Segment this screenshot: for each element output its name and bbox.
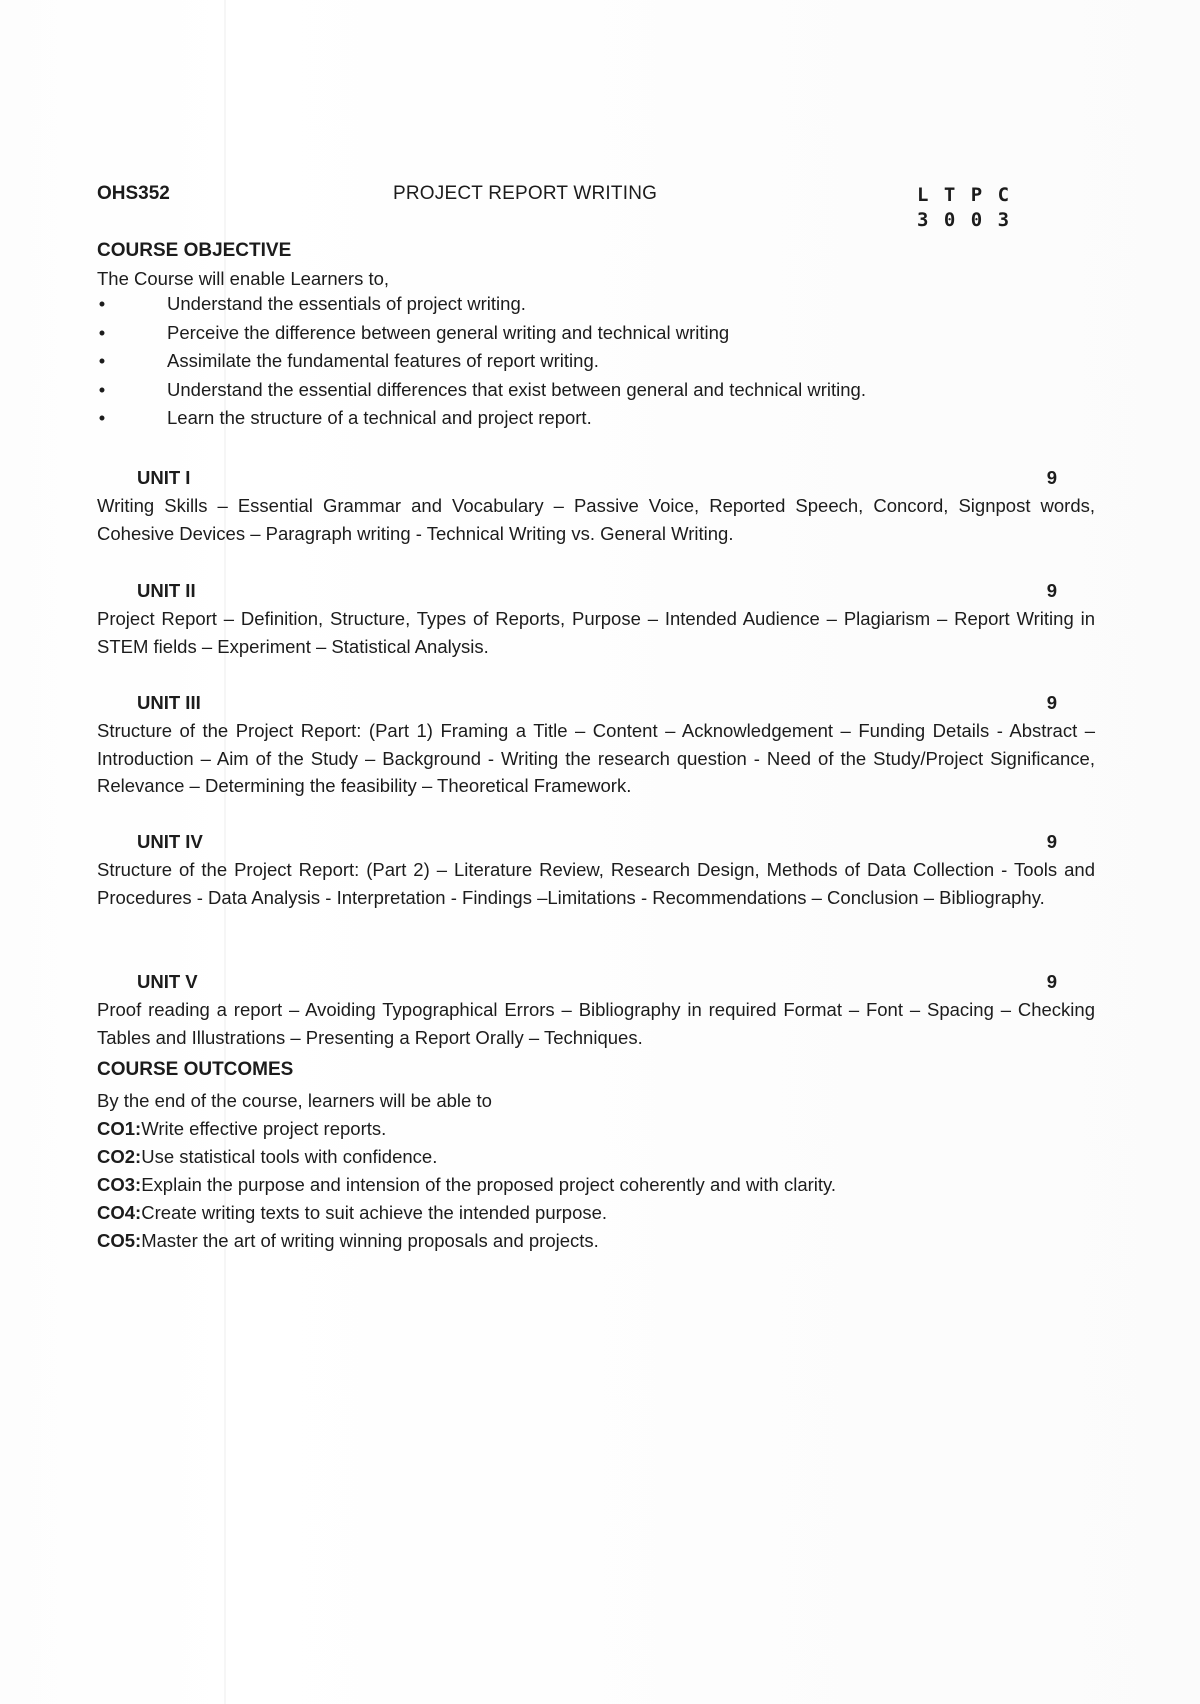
outcomes-heading: COURSE OUTCOMES <box>97 1059 294 1080</box>
outcomes-list <box>97 1087 836 1255</box>
unit-hours: 9 <box>1046 692 1057 713</box>
unit-2-content: Project Report – Definition, Structure, Types of Reports, Purpose – Intended Audience – Plagiarism – Report Writing in STEM fields – Experiment – Statistical Analysis. <box>97 608 1095 657</box>
unit-title: UNIT V <box>137 971 198 992</box>
unit-1-content: Writing Skills – Essential Grammar and Vocabulary – Passive Voice, Reported Speech, Concord, Signpost words, Cohesive Devices – Paragraph writing - Technical Writing vs. General Writing. <box>97 495 1095 544</box>
unit-title: UNIT I <box>137 467 191 488</box>
objective-intro: The Course will enable Learners to, <box>97 268 390 289</box>
unit-3-content: Structure of the Project Report: (Part 1) Framing a Title – Content – Acknowledgement – Funding Details - Abstract – Introduction – Aim of the Study – Background - Writing the research question - Need of the Study/Project Significance, Relevance – Determining the feasibility – Theoretical Framework. <box>97 720 1095 796</box>
list-item: CO1:Write effective project reports. <box>97 1118 387 1139</box>
bullet-icon: • <box>98 378 106 400</box>
list-item: • Understand the essential differences that exist between general and technical writing. <box>97 376 866 405</box>
unit-title: UNIT IV <box>137 831 203 852</box>
list-item: CO5:Master the art of writing winning proposals and projects. <box>97 1230 599 1251</box>
list-item: • Learn the structure of a technical and project report. <box>97 404 866 433</box>
ltpc-block <box>917 183 1011 233</box>
unit-hours: 9 <box>1046 467 1057 488</box>
unit-title: UNIT III <box>137 692 201 713</box>
list-item: CO3:Explain the purpose and intension of the proposed project coherently and with clarity. <box>97 1174 837 1195</box>
unit-4-content: Structure of the Project Report: (Part 2) – Literature Review, Research Design, Methods of Data Collection - Tools and Procedures - Data Analysis - Interpretation - Findings –Limitations - Recommendations – Conclusion – Bibliography. <box>97 859 1095 908</box>
outcomes-intro: By the end of the course, learners will be able to <box>97 1090 492 1111</box>
bullet-icon: • <box>98 321 106 343</box>
list-item: • Perceive the difference between general writing and technical writing <box>97 319 866 348</box>
unit-2-heading <box>137 580 1057 602</box>
objective-list <box>97 290 866 433</box>
course-title: PROJECT REPORT WRITING <box>393 183 658 204</box>
bullet-icon: • <box>98 350 106 371</box>
bullet-icon: • <box>98 407 106 428</box>
unit-hours: 9 <box>1046 580 1057 601</box>
ltpc-labels: L T P C <box>917 184 1012 206</box>
list-item: • Understand the essentials of project writing. <box>97 290 866 319</box>
list-item: CO2:Use statistical tools with confidence. <box>97 1146 438 1167</box>
unit-4-heading <box>137 831 1057 853</box>
unit-1-heading <box>137 467 1057 489</box>
unit-5-heading <box>137 971 1057 993</box>
bullet-icon: • <box>98 293 106 314</box>
unit-hours: 9 <box>1046 831 1057 852</box>
course-header <box>97 183 1017 233</box>
unit-title: UNIT II <box>137 580 196 601</box>
unit-hours: 9 <box>1046 971 1057 992</box>
objective-heading: COURSE OBJECTIVE <box>97 240 292 261</box>
ltpc-values: 3 0 0 3 <box>917 209 1012 231</box>
list-item: CO4:Create writing texts to suit achieve the intended purpose. <box>97 1202 608 1223</box>
course-code: OHS352 <box>97 183 170 204</box>
list-item: • Assimilate the fundamental features of report writing. <box>97 347 866 376</box>
unit-3-heading <box>137 692 1057 714</box>
unit-5-content: Proof reading a report – Avoiding Typographical Errors – Bibliography in required Format – Font – Spacing – Checking Tables and Illustrations – Presenting a Report Orally – Techniques. <box>97 999 1095 1048</box>
